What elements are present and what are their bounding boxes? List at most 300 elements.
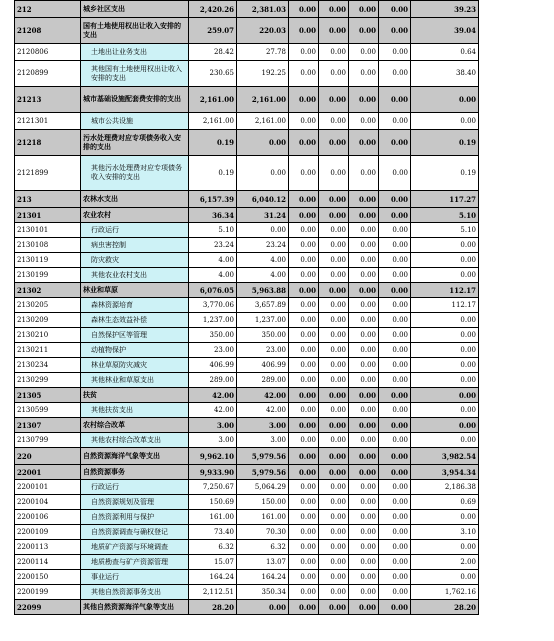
row-value: 0.00 <box>411 510 479 525</box>
row-name: 自然资源事务 <box>81 465 189 480</box>
table-row <box>15 418 479 433</box>
row-name: 行政运行 <box>81 223 189 238</box>
row-code: 2200150 <box>15 570 81 585</box>
row-value: 0.00 <box>237 156 289 191</box>
table-row <box>15 388 479 403</box>
row-value: 0.19 <box>189 130 237 156</box>
row-code: 21213 <box>15 87 81 113</box>
table-row <box>15 540 479 555</box>
row-value: 0.00 <box>319 328 349 343</box>
table-row <box>15 268 479 283</box>
row-value: 9,962.10 <box>189 448 237 465</box>
row-name: 森林资源培育 <box>81 298 189 313</box>
row-code: 220 <box>15 448 81 465</box>
row-name: 其他污水处理费对应专项债务收入安排的支出 <box>81 156 189 191</box>
table-row <box>15 156 479 191</box>
row-value: 0.00 <box>319 156 349 191</box>
row-value: 5,963.88 <box>237 283 289 298</box>
row-value: 0.00 <box>289 433 319 448</box>
row-value: 0.00 <box>289 600 319 615</box>
row-value: 5,979.56 <box>237 448 289 465</box>
row-name: 扶贫 <box>81 388 189 403</box>
row-name: 森林生态效益补偿 <box>81 313 189 328</box>
row-code: 2130209 <box>15 313 81 328</box>
row-value: 350.00 <box>189 328 237 343</box>
row-value: 0.00 <box>319 510 349 525</box>
table-row <box>15 433 479 448</box>
row-value: 0.00 <box>319 44 349 61</box>
row-value: 0.00 <box>289 480 319 495</box>
row-value: 0.00 <box>349 156 379 191</box>
row-value: 0.00 <box>411 388 479 403</box>
row-value: 0.00 <box>237 223 289 238</box>
row-value: 0.00 <box>289 525 319 540</box>
row-value: 28.20 <box>411 600 479 615</box>
row-value: 0.00 <box>319 1 349 18</box>
row-value: 23.00 <box>237 343 289 358</box>
row-value: 0.00 <box>319 403 349 418</box>
row-value: 1,237.00 <box>237 313 289 328</box>
table-row <box>15 298 479 313</box>
row-code: 2130108 <box>15 238 81 253</box>
row-value: 0.00 <box>379 555 411 570</box>
row-code: 2130101 <box>15 223 81 238</box>
table-row <box>15 18 479 44</box>
row-value: 0.00 <box>319 313 349 328</box>
row-code: 22099 <box>15 600 81 615</box>
row-value: 0.00 <box>349 525 379 540</box>
row-value: 0.00 <box>319 283 349 298</box>
row-name: 自然保护区等管理 <box>81 328 189 343</box>
row-value: 0.00 <box>411 268 479 283</box>
row-value: 0.00 <box>319 113 349 130</box>
row-value: 0.00 <box>349 313 379 328</box>
row-value: 0.00 <box>289 156 319 191</box>
row-value: 0.00 <box>379 130 411 156</box>
row-value: 0.00 <box>349 238 379 253</box>
row-value: 0.00 <box>289 570 319 585</box>
row-value: 117.27 <box>411 191 479 208</box>
row-value: 0.69 <box>411 495 479 510</box>
row-value: 230.65 <box>189 61 237 87</box>
row-name: 其他自然资源事务支出 <box>81 585 189 600</box>
row-code: 21301 <box>15 208 81 223</box>
row-value: 28.42 <box>189 44 237 61</box>
table-row <box>15 208 479 223</box>
row-value: 0.00 <box>379 480 411 495</box>
table-row <box>15 44 479 61</box>
table-row <box>15 313 479 328</box>
row-value: 4.00 <box>237 253 289 268</box>
row-value: 0.00 <box>379 418 411 433</box>
row-value: 0.00 <box>349 208 379 223</box>
row-code: 2130599 <box>15 403 81 418</box>
row-value: 73.40 <box>189 525 237 540</box>
table-row <box>15 570 479 585</box>
row-value: 0.00 <box>319 253 349 268</box>
row-value: 0.00 <box>289 44 319 61</box>
table-row <box>15 130 479 156</box>
row-value: 0.00 <box>379 465 411 480</box>
table-row <box>15 61 479 87</box>
row-value: 0.00 <box>289 298 319 313</box>
row-code: 2130210 <box>15 328 81 343</box>
row-value: 0.00 <box>379 540 411 555</box>
row-value: 0.00 <box>319 388 349 403</box>
row-value: 0.00 <box>349 87 379 113</box>
row-value: 0.00 <box>379 44 411 61</box>
row-code: 2200101 <box>15 480 81 495</box>
row-name: 其他农业农村支出 <box>81 268 189 283</box>
row-value: 3,954.34 <box>411 465 479 480</box>
row-value: 0.00 <box>289 113 319 130</box>
row-code: 2120806 <box>15 44 81 61</box>
row-value: 2,161.00 <box>237 87 289 113</box>
row-value: 0.00 <box>349 253 379 268</box>
row-value: 0.00 <box>349 283 379 298</box>
table-body <box>15 1 479 615</box>
table-row <box>15 191 479 208</box>
row-code: 212 <box>15 1 81 18</box>
row-code: 2200113 <box>15 540 81 555</box>
row-value: 3,657.89 <box>237 298 289 313</box>
row-value: 0.00 <box>349 358 379 373</box>
row-code: 21305 <box>15 388 81 403</box>
row-value: 13.07 <box>237 555 289 570</box>
row-value: 0.00 <box>319 525 349 540</box>
row-value: 39.23 <box>411 1 479 18</box>
table-row <box>15 480 479 495</box>
row-name: 其他林业和草原支出 <box>81 373 189 388</box>
row-code: 21302 <box>15 283 81 298</box>
row-value: 4.00 <box>189 268 237 283</box>
table-row <box>15 328 479 343</box>
row-value: 0.00 <box>319 373 349 388</box>
row-value: 1,237.00 <box>189 313 237 328</box>
row-value: 0.00 <box>289 208 319 223</box>
row-value: 0.00 <box>379 510 411 525</box>
row-value: 0.00 <box>319 18 349 44</box>
row-name: 地质勘查与矿产资源管理 <box>81 555 189 570</box>
row-name: 其他扶贫支出 <box>81 403 189 418</box>
row-name: 国有土地使用权出让收入安排的支出 <box>81 18 189 44</box>
row-value: 0.00 <box>379 113 411 130</box>
row-value: 0.00 <box>289 418 319 433</box>
row-value: 0.00 <box>379 388 411 403</box>
row-value: 0.00 <box>379 18 411 44</box>
table-row <box>15 465 479 480</box>
row-name: 农村综合改革 <box>81 418 189 433</box>
row-value: 0.00 <box>379 208 411 223</box>
row-code: 2200114 <box>15 555 81 570</box>
row-value: 0.00 <box>349 223 379 238</box>
row-value: 164.24 <box>189 570 237 585</box>
row-name: 防灾救灾 <box>81 253 189 268</box>
row-value: 0.00 <box>289 268 319 283</box>
row-code: 21218 <box>15 130 81 156</box>
table-row <box>15 1 479 18</box>
row-value: 0.00 <box>411 373 479 388</box>
budget-table <box>14 0 479 615</box>
row-value: 0.19 <box>411 156 479 191</box>
row-value: 220.03 <box>237 18 289 44</box>
row-value: 0.00 <box>319 298 349 313</box>
row-name: 城乡社区支出 <box>81 1 189 18</box>
row-value: 0.00 <box>289 510 319 525</box>
row-value: 2,186.38 <box>411 480 479 495</box>
row-value: 0.00 <box>411 358 479 373</box>
row-value: 150.69 <box>189 495 237 510</box>
row-value: 0.00 <box>289 540 319 555</box>
row-value: 23.24 <box>189 238 237 253</box>
row-value: 0.00 <box>349 18 379 44</box>
row-value: 0.00 <box>349 388 379 403</box>
row-value: 259.07 <box>189 18 237 44</box>
row-value: 27.78 <box>237 44 289 61</box>
row-value: 42.00 <box>189 388 237 403</box>
row-value: 0.00 <box>379 403 411 418</box>
row-value: 2,161.00 <box>189 113 237 130</box>
row-value: 0.00 <box>289 191 319 208</box>
row-value: 0.00 <box>379 600 411 615</box>
row-value: 0.00 <box>379 253 411 268</box>
row-value: 0.00 <box>379 61 411 87</box>
row-value: 6.32 <box>189 540 237 555</box>
row-name: 其他自然资源海洋气象等支出 <box>81 600 189 615</box>
row-value: 0.00 <box>319 223 349 238</box>
row-value: 0.00 <box>237 600 289 615</box>
row-value: 161.00 <box>189 510 237 525</box>
row-value: 0.00 <box>319 358 349 373</box>
row-value: 0.00 <box>289 495 319 510</box>
row-value: 0.00 <box>349 480 379 495</box>
row-value: 0.00 <box>379 268 411 283</box>
row-code: 2130299 <box>15 373 81 388</box>
row-value: 3,770.06 <box>189 298 237 313</box>
table-row <box>15 343 479 358</box>
row-value: 289.00 <box>237 373 289 388</box>
row-value: 0.00 <box>411 418 479 433</box>
row-value: 0.00 <box>379 343 411 358</box>
row-name: 事业运行 <box>81 570 189 585</box>
row-value: 0.00 <box>411 570 479 585</box>
row-value: 9,933.90 <box>189 465 237 480</box>
row-value: 0.00 <box>379 373 411 388</box>
row-value: 31.24 <box>237 208 289 223</box>
row-value: 0.00 <box>319 433 349 448</box>
row-value: 6,157.39 <box>189 191 237 208</box>
row-value: 0.19 <box>411 130 479 156</box>
table-row <box>15 525 479 540</box>
row-name: 城市基础设施配套费安排的支出 <box>81 87 189 113</box>
row-code: 213 <box>15 191 81 208</box>
row-value: 0.00 <box>379 298 411 313</box>
row-value: 0.00 <box>379 87 411 113</box>
row-name: 污水处理费对应专项债务收入安排的支出 <box>81 130 189 156</box>
row-value: 0.00 <box>237 130 289 156</box>
row-value: 0.00 <box>411 403 479 418</box>
row-name: 地质矿产资源与环境调查 <box>81 540 189 555</box>
row-value: 0.00 <box>319 585 349 600</box>
row-value: 0.00 <box>411 253 479 268</box>
row-value: 0.00 <box>349 585 379 600</box>
row-value: 0.00 <box>379 156 411 191</box>
table-row <box>15 223 479 238</box>
row-value: 0.00 <box>319 540 349 555</box>
row-code: 2200199 <box>15 585 81 600</box>
row-code: 2121899 <box>15 156 81 191</box>
row-value: 0.00 <box>349 343 379 358</box>
row-value: 0.00 <box>289 448 319 465</box>
row-value: 39.04 <box>411 18 479 44</box>
row-value: 0.00 <box>289 403 319 418</box>
row-value: 42.00 <box>237 388 289 403</box>
row-value: 0.00 <box>379 238 411 253</box>
row-value: 0.00 <box>349 433 379 448</box>
row-code: 2130119 <box>15 253 81 268</box>
row-value: 0.00 <box>289 585 319 600</box>
table-row <box>15 448 479 465</box>
row-value: 0.00 <box>319 61 349 87</box>
row-value: 5.10 <box>411 223 479 238</box>
row-value: 0.00 <box>289 61 319 87</box>
row-value: 0.00 <box>289 313 319 328</box>
row-value: 0.00 <box>289 373 319 388</box>
row-value: 0.00 <box>411 87 479 113</box>
row-value: 0.00 <box>319 495 349 510</box>
row-value: 0.00 <box>411 540 479 555</box>
row-code: 2130205 <box>15 298 81 313</box>
row-value: 3.00 <box>189 418 237 433</box>
row-value: 0.00 <box>379 191 411 208</box>
row-value: 0.00 <box>319 570 349 585</box>
row-value: 0.00 <box>319 268 349 283</box>
row-value: 0.00 <box>379 448 411 465</box>
row-value: 0.00 <box>379 328 411 343</box>
row-name: 土地出让业务支出 <box>81 44 189 61</box>
row-value: 6.32 <box>237 540 289 555</box>
row-code: 2200106 <box>15 510 81 525</box>
row-value: 4.00 <box>237 268 289 283</box>
row-value: 0.00 <box>379 495 411 510</box>
row-value: 0.00 <box>289 283 319 298</box>
row-value: 289.00 <box>189 373 237 388</box>
row-value: 1,762.16 <box>411 585 479 600</box>
row-value: 350.00 <box>237 328 289 343</box>
row-value: 0.00 <box>411 343 479 358</box>
row-name: 城市公共设施 <box>81 113 189 130</box>
table-row <box>15 253 479 268</box>
row-name: 农业农村 <box>81 208 189 223</box>
row-value: 150.00 <box>237 495 289 510</box>
row-name: 自然资源规划及管理 <box>81 495 189 510</box>
row-value: 0.00 <box>349 113 379 130</box>
row-value: 0.00 <box>349 298 379 313</box>
row-value: 0.00 <box>349 465 379 480</box>
row-value: 0.00 <box>379 358 411 373</box>
row-value: 350.34 <box>237 585 289 600</box>
row-code: 21307 <box>15 418 81 433</box>
row-value: 5,064.29 <box>237 480 289 495</box>
row-value: 0.00 <box>349 495 379 510</box>
row-value: 0.00 <box>319 465 349 480</box>
row-value: 0.00 <box>379 1 411 18</box>
row-value: 0.00 <box>411 313 479 328</box>
row-value: 28.20 <box>189 600 237 615</box>
row-value: 0.00 <box>349 1 379 18</box>
row-value: 5.10 <box>189 223 237 238</box>
row-value: 6,040.12 <box>237 191 289 208</box>
row-value: 0.00 <box>349 61 379 87</box>
row-value: 0.00 <box>349 570 379 585</box>
row-value: 2.00 <box>411 555 479 570</box>
row-value: 0.00 <box>319 600 349 615</box>
row-value: 42.00 <box>237 403 289 418</box>
row-value: 0.00 <box>349 403 379 418</box>
row-name: 农林水支出 <box>81 191 189 208</box>
row-value: 0.00 <box>411 113 479 130</box>
row-value: 0.00 <box>349 418 379 433</box>
row-name: 林业草原防灾减灾 <box>81 358 189 373</box>
row-value: 0.19 <box>189 156 237 191</box>
row-name: 其他国有土地使用权出让收入安排的支出 <box>81 61 189 87</box>
row-name: 病虫害控制 <box>81 238 189 253</box>
table-row <box>15 600 479 615</box>
table-row <box>15 555 479 570</box>
table-row <box>15 373 479 388</box>
row-value: 5.10 <box>411 208 479 223</box>
row-value: 3.00 <box>237 418 289 433</box>
row-value: 42.00 <box>189 403 237 418</box>
row-value: 0.00 <box>319 480 349 495</box>
row-value: 0.00 <box>289 18 319 44</box>
row-value: 0.00 <box>349 373 379 388</box>
row-value: 0.00 <box>379 525 411 540</box>
row-value: 0.00 <box>289 358 319 373</box>
row-value: 3,982.54 <box>411 448 479 465</box>
row-value: 0.00 <box>349 130 379 156</box>
row-value: 0.00 <box>289 555 319 570</box>
row-name: 动植物保护 <box>81 343 189 358</box>
row-code: 22001 <box>15 465 81 480</box>
row-name: 自然资源海洋气象等支出 <box>81 448 189 465</box>
row-value: 0.00 <box>349 268 379 283</box>
row-value: 164.24 <box>237 570 289 585</box>
row-value: 0.00 <box>349 600 379 615</box>
row-value: 23.24 <box>237 238 289 253</box>
row-value: 7,250.67 <box>189 480 237 495</box>
table-row <box>15 510 479 525</box>
row-value: 2,420.26 <box>189 1 237 18</box>
row-value: 36.34 <box>189 208 237 223</box>
row-value: 0.00 <box>411 433 479 448</box>
row-value: 406.99 <box>189 358 237 373</box>
row-value: 0.00 <box>319 555 349 570</box>
row-value: 112.17 <box>411 283 479 298</box>
table-row <box>15 403 479 418</box>
row-name: 行政运行 <box>81 480 189 495</box>
row-value: 0.00 <box>379 223 411 238</box>
row-value: 0.00 <box>379 283 411 298</box>
row-code: 2130799 <box>15 433 81 448</box>
row-value: 3.00 <box>189 433 237 448</box>
row-value: 0.00 <box>289 343 319 358</box>
row-value: 0.00 <box>349 448 379 465</box>
row-code: 2200109 <box>15 525 81 540</box>
row-name: 其他农村综合改革支出 <box>81 433 189 448</box>
row-code: 2130211 <box>15 343 81 358</box>
row-value: 2,161.00 <box>237 113 289 130</box>
